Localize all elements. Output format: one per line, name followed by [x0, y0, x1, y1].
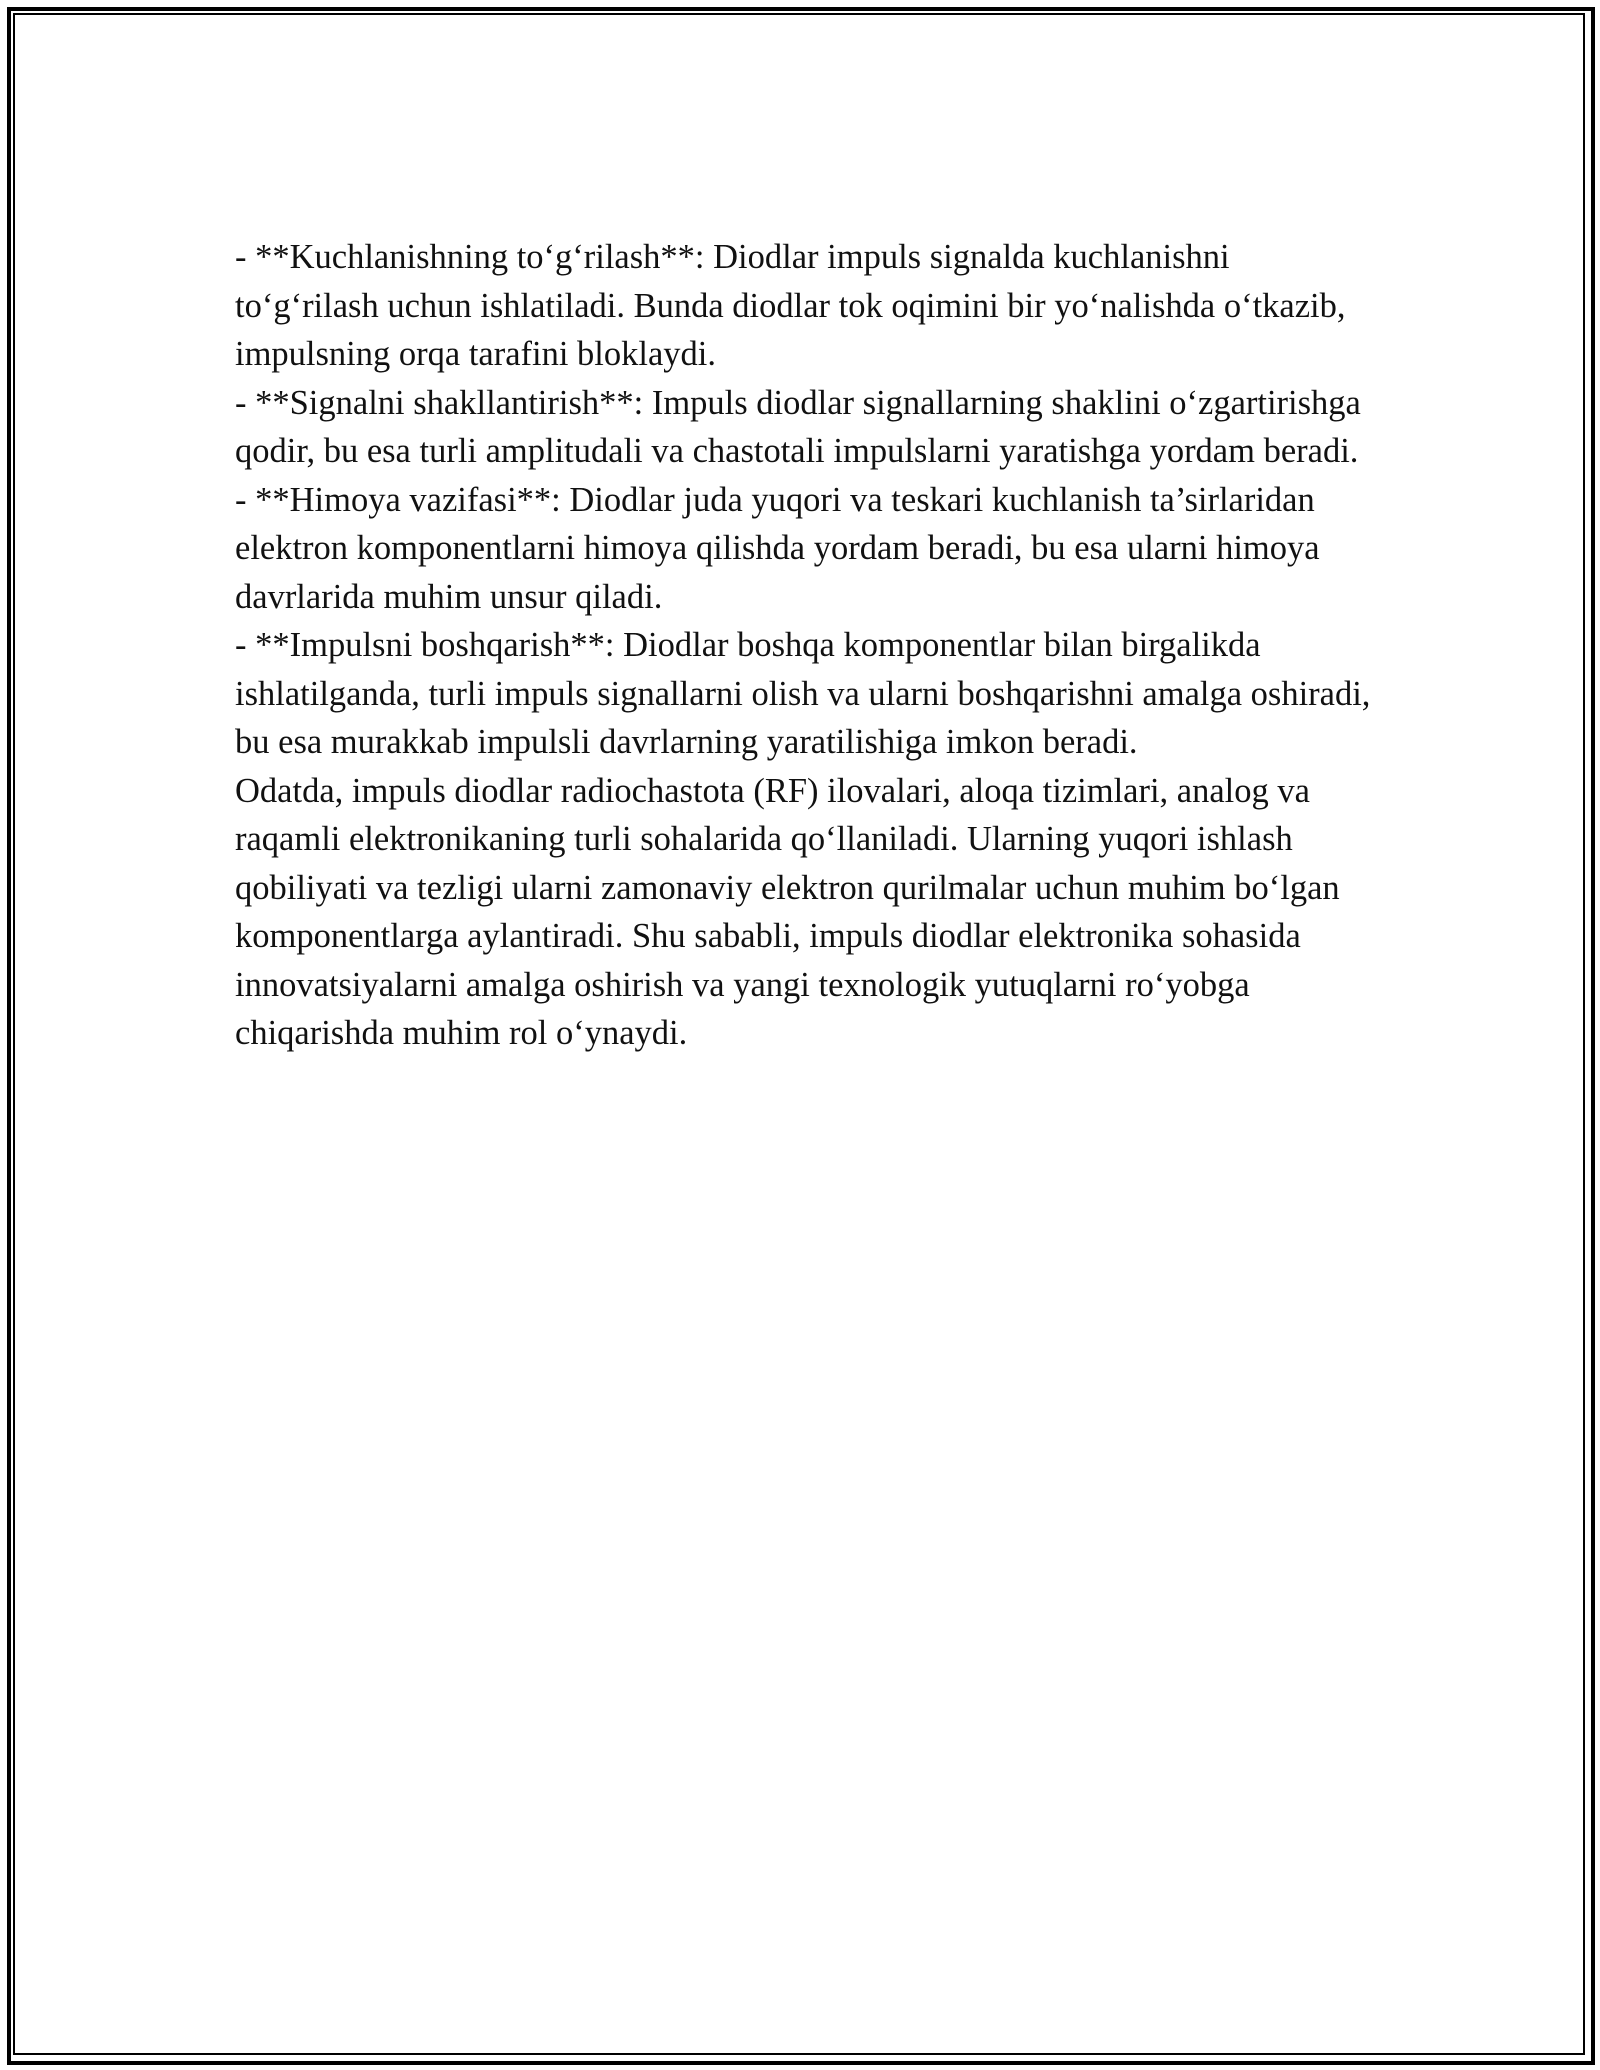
bullet-item-pulse-control: - **Impulsni boshqarish**: Diodlar boshqa komponentlar bilan birgalikda ishlatilganda, turli impuls signallarni olish va ularni boshqarishni amalga oshiradi, bu esa murakkab impulsli davrlarning yaratilishiga imkon beradi. — [235, 626, 1371, 761]
bullet-list — [235, 233, 1375, 767]
bullet-item-signal-shaping: - **Signalni shakllantirish**: Impuls diodlar signallarning shaklini o‘zgartirishga qodir, bu esa turli amplitudali va chastotali impulslarni yaratishga yordam beradi. — [235, 383, 1361, 470]
bullet-item-protection: - **Himoya vazifasi**: Diodlar juda yuqori va teskari kuchlanish ta’sirlaridan elektron komponentlarni himoya qilishda yordam beradi, bu esa ularni himoya davrlarida muhim unsur qiladi. — [235, 480, 1320, 616]
closing-paragraph: Odatda, impuls diodlar radiochastota (RF) ilovalari, aloqa tizimlari, analog va raqamli elektronikaning turli sohalarida qo‘llaniladi. Ularning yuqori ishlash qobiliyati va tezligi ularni zamonaviy elektron qurilmalar uchun muhim bo‘lgan komponentlarga aylantiradi. Shu sababli, impuls diodlar elektronika sohasida innovatsiyalarni amalga oshirish va yangi texnologik yutuqlarni ro‘yobga chiqarishda muhim rol o‘ynaydi. — [235, 771, 1340, 1052]
bullet-item-rectification: - **Kuchlanishning to‘g‘rilash**: Diodlar impuls signalda kuchlanishni to‘g‘rilash uchun ishlatiladi. Bunda diodlar tok oqimini bir yo‘nalishda o‘tkazib, impulsning orqa tarafini bloklaydi. — [235, 238, 1346, 373]
document-body — [235, 233, 1375, 1058]
